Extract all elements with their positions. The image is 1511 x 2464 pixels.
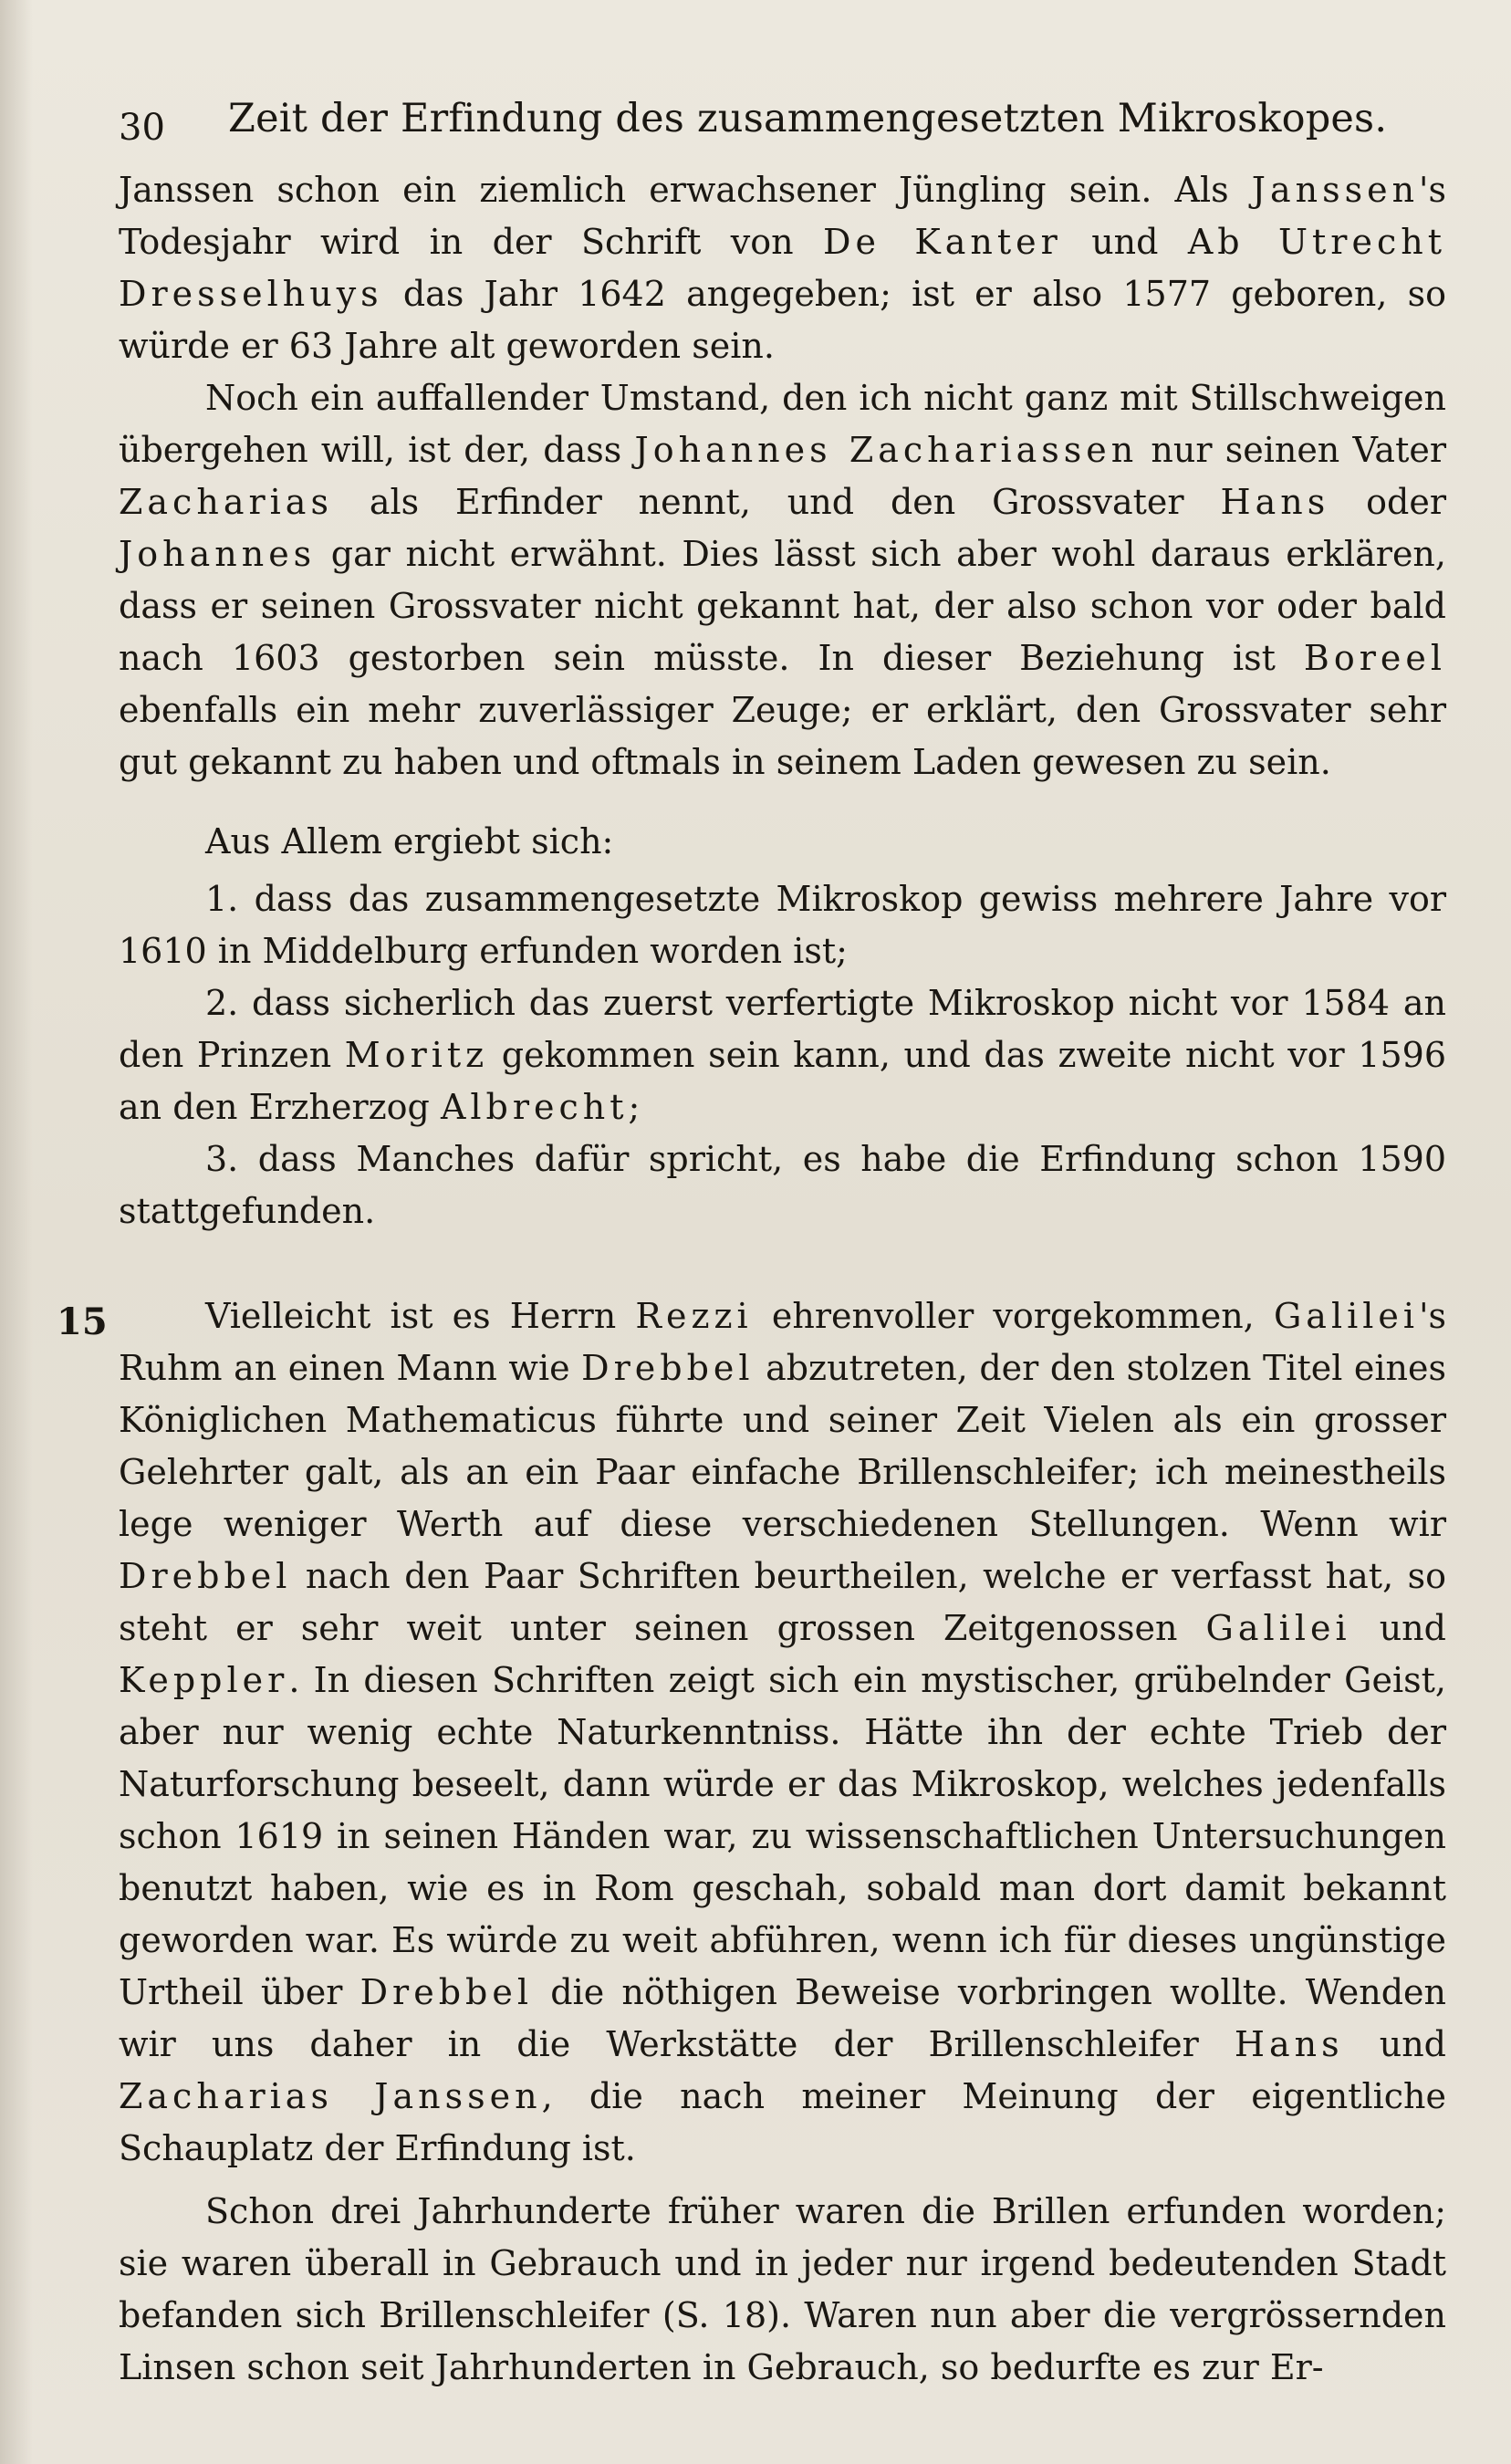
list-item-1: 1. dass das zusammengesetzte Mikroskop gewiss mehrere Jahre vor 1610 in Middelburg erfunden worden ist; <box>119 879 1446 971</box>
spaced-name: Johannes <box>119 534 317 574</box>
paragraph-2: Noch ein auffallender Umstand, den ich nicht ganz mit Stillschweigen übergehen will, ist der, dass Johannes Zachariassen nur seinen Vater Zacharias als Erfinder nennt, und den Grossvater Hans oder Johannes gar nicht erwähnt. Dies lässt sich aber wohl daraus erklären, dass er seinen Grossvater nicht gekannt hat, der also schon vor oder bald nach 1603 gestorben sein müsste. In dieser Beziehung ist Boreel ebenfalls ein mehr zuverlässiger Zeuge; er erklärt, den Grossvater sehr gut gekannt zu haben und oftmals in seinem Laden gewesen zu sein. <box>119 378 1446 782</box>
spaced-name: Hans <box>1234 2024 1344 2064</box>
spaced-name: Rezzi <box>635 1296 753 1336</box>
spaced-name: Moritz <box>344 1035 489 1075</box>
paragraph-4: Vielleicht ist es Herrn Rezzi ehrenvoller vorgekommen, Galilei's Ruhm an einen Mann wie Drebbel abzutreten, der den stolzen Titel eines Königlichen Mathematicus führte und seiner Zeit Vielen als ein grosser Gelehrter galt, als an ein Paar einfache Brillenschleifer; ich meinestheils lege weniger Werth auf diese verschiedenen Stellungen. Wenn wir Drebbel nach den Paar Schriften beurtheilen, welche er verfasst hat, so steht er sehr weit unter seinen grossen Zeitgenossen Galilei und Keppler. In diesen Schriften zeigt sich ein mystischer, grübelnder Geist, aber nur wenig echte Naturkenntniss. Hätte ihn der echte Trieb der Naturforschung beseelt, dann würde er das Mikroskop, welches jedenfalls schon 1619 in seinen Händen war, zu wissenschaftlichen Untersuchungen benutzt haben, wie es in Rom geschah, sobald man dort damit bekannt geworden war. Es würde zu weit abführen, wenn ich für dieses ungünstige Urtheil über Drebbel die nöthigen Beweise vorbringen wollte. Wenden wir uns daher in die Werkstätte der Brillenschleifer Hans und Zacharias Janssen, die nach meiner Meinung der eigentliche Schauplatz der Erfindung ist. <box>119 1296 1447 2168</box>
spaced-name: Drebbel <box>360 1972 534 2012</box>
spaced-name: Janssen <box>1251 170 1420 210</box>
page-header <box>119 96 1442 160</box>
spaced-name: De Kanter <box>823 222 1062 262</box>
paragraph-3: Aus Allem ergiebt sich: <box>205 821 614 861</box>
spaced-name: Hans <box>1220 482 1330 522</box>
spaced-name: Ab Utrecht Dresselhuys <box>119 222 1446 314</box>
marginal-section-number: 15 <box>57 1300 108 1343</box>
list-item-3: 3. dass Manches dafür spricht, es habe die Erfindung schon 1590 stattgefunden. <box>119 1139 1446 1231</box>
spaced-name: Boreel <box>1303 638 1446 678</box>
binding-shadow <box>0 0 33 2464</box>
paragraph-5: Schon drei Jahrhunderte früher waren die Brillen erfunden worden; sie waren überall in Gebrauch und in jeder nur irgend bedeutenden Stadt befanden sich Brillenschleifer (S. 18). Waren nun aber die vergrössernden Linsen schon seit Jahrhunderten in Gebrauch, so bedurfte es zur Er- <box>119 2191 1446 2387</box>
spaced-name: Johannes Zachariassen <box>634 430 1139 470</box>
spaced-name: Zacharias <box>119 482 333 522</box>
spaced-name: Drebbel <box>119 1556 292 1596</box>
spaced-name: Drebbel <box>581 1348 755 1388</box>
paragraph-1: Janssen schon ein ziemlich erwachsener Jüngling sein. Als Janssen's Todesjahr wird in der Schrift von De Kanter und Ab Utrecht Dresselhuys das Jahr 1642 angegeben; ist er also 1577 geboren, so würde er 63 Jahre alt geworden sein. <box>119 170 1446 366</box>
spaced-name: Zacharias Janssen <box>119 2076 542 2116</box>
body-text <box>119 164 1446 2394</box>
page-number: 30 <box>119 107 165 149</box>
spaced-name: Galilei <box>1205 1608 1351 1648</box>
running-title: Zeit der Erfindung des zusammengesetzten Mikroskopes. <box>228 96 1388 141</box>
list-item-2: 2. dass sicherlich das zuerst verfertigte Mikroskop nicht vor 1584 an den Prinzen Moritz gekommen sein kann, und das zweite nicht vor 1596 an den Erzherzog Albrecht; <box>119 983 1446 1127</box>
spaced-name: Galilei <box>1273 1296 1420 1336</box>
spaced-name: Albrecht <box>440 1087 629 1127</box>
spaced-name: Keppler <box>119 1660 289 1700</box>
